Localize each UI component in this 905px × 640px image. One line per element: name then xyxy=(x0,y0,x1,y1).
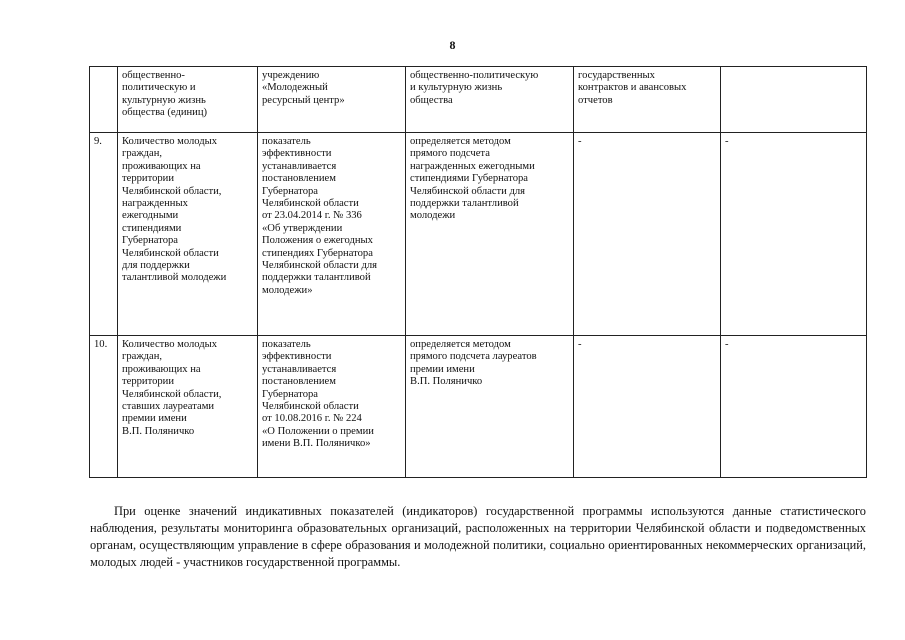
data-source-cell: государственных контрактов и авансовых отчетов xyxy=(574,67,721,133)
indicator-basis-cell: показатель эффективности устанавливается постановлением Губернатора Челябинской области от 23.04.2014 г. № 336 «Об утверждении Положения о ежегодных стипендиях Губернатора Челябинской области для поддержки талантливой молодежи» xyxy=(258,133,406,336)
data-source-cell: - xyxy=(574,133,721,336)
calculation-method-cell: определяется методом прямого подсчета лауреатов премии имени В.П. Поляничко xyxy=(406,336,574,478)
calculation-method-cell: общественно-политическую и культурную жизнь общества xyxy=(406,67,574,133)
table-row xyxy=(90,336,867,478)
data-source-cell: - xyxy=(574,336,721,478)
page-number: 8 xyxy=(449,38,456,52)
indicator-name-cell: общественно- политическую и культурную жизнь общества (единиц) xyxy=(118,67,258,133)
indicator-basis-cell: показатель эффективности устанавливается постановлением Губернатора Челябинской области от 10.08.2016 г. № 224 «О Положении о премии имени В.П. Поляничко» xyxy=(258,336,406,478)
indicator-name-cell: Количество молодых граждан, проживающих на территории Челябинской области, награжденных ежегодными стипендиями Губернатора Челябинской области для поддержки талантливой молодежи xyxy=(118,133,258,336)
extra-cell: - xyxy=(721,336,867,478)
row-number-cell: 10. xyxy=(90,336,118,478)
indicator-basis-cell: учреждению «Молодежный ресурсный центр» xyxy=(258,67,406,133)
row-number-cell: 9. xyxy=(90,133,118,336)
table-row xyxy=(90,133,867,336)
extra-cell: - xyxy=(721,133,867,336)
calculation-method-cell: определяется методом прямого подсчета награжденных ежегодными стипендиями Губернатора Челябинской области для поддержки талантливой молодежи xyxy=(406,133,574,336)
footer-paragraph: При оценке значений индикативных показателей (индикаторов) государственной программы используются данные статистического наблюдения, результаты мониторинга образовательных организаций, расположенных на территории Челябинской области и подведомственных органам, осуществляющим управление в сфере образования и молодежной политики, социально ориентированных некоммерческих организаций, молодых людей - участников государственной программы. xyxy=(90,504,866,570)
indicator-name-cell: Количество молодых граждан, проживающих на территории Челябинской области, ставших лауреатами премии имени В.П. Поляничко xyxy=(118,336,258,478)
indicators-table xyxy=(89,66,867,478)
table-row xyxy=(90,67,867,133)
row-number-cell xyxy=(90,67,118,133)
extra-cell xyxy=(721,67,867,133)
